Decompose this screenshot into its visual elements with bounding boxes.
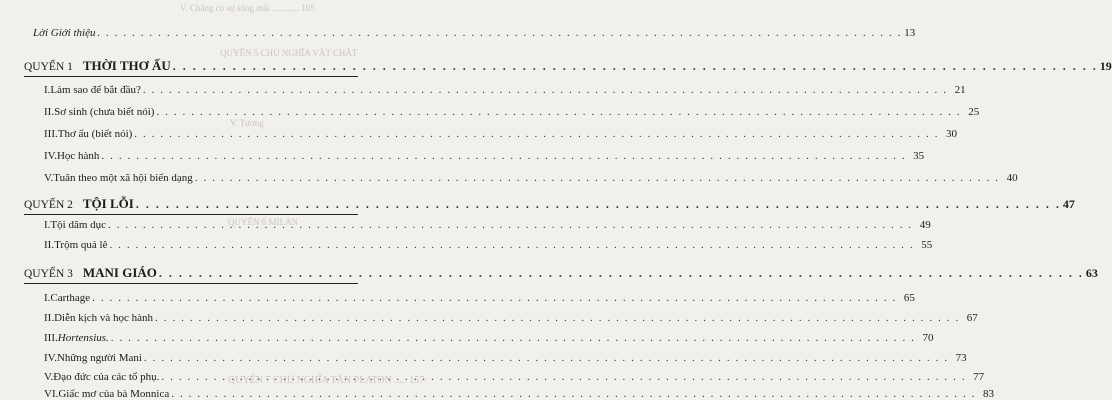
entry-page: 13 [904, 27, 916, 39]
dot-leader [134, 128, 939, 140]
chapter-page: 25 [968, 106, 980, 118]
chapter-title: Tội dâm dục [50, 219, 107, 231]
chapter-page: 40 [1006, 172, 1018, 184]
book-label: QUYỂN 2 [24, 199, 73, 211]
book-page: 19 [1099, 59, 1112, 73]
dot-leader [171, 388, 976, 400]
chapter-title: Hortensius. [57, 332, 109, 344]
chapter-title: Những người Mani [56, 352, 142, 364]
book-page: 47 [1062, 197, 1075, 211]
book-label: QUYỂN 1 [24, 61, 73, 73]
chapter-numeral: V. [44, 371, 54, 383]
book-heading-2 [24, 196, 1075, 212]
chapter-numeral: II. [44, 106, 55, 118]
toc-entry [44, 84, 966, 96]
dot-leader [156, 106, 961, 118]
book-page: 63 [1085, 266, 1098, 280]
book-title: MANI GIÁO [82, 265, 157, 280]
dot-leader [97, 27, 902, 39]
chapter-numeral: II. [44, 239, 55, 251]
toc-entry [44, 388, 994, 400]
chapter-numeral: IV. [44, 352, 57, 364]
chapter-title: Carthage [50, 292, 91, 304]
book-title: TỘI LỖI [82, 196, 134, 211]
book-title: THỜI THƠ ẤU [82, 58, 171, 73]
dot-leader [92, 292, 897, 304]
dot-leader [161, 371, 966, 383]
dot-leader [155, 312, 960, 324]
bleed-through-text: V. Chẳng có sự sống mãi ............ 105 [180, 3, 315, 13]
chapter-numeral: I. [44, 292, 51, 304]
chapter-title: Đạo đức của các tổ phụ. [53, 371, 160, 383]
dot-leader [144, 352, 949, 364]
chapter-title: Tuân theo một xã hội biến dạng [53, 172, 193, 184]
chapter-title: Thơ ấu (biết nói) [57, 128, 133, 140]
dot-leader [101, 150, 906, 162]
toc-entry [44, 239, 933, 251]
chapter-page: 49 [919, 219, 931, 231]
book-label: QUYỂN 3 [24, 268, 73, 280]
chapter-page: 73 [955, 352, 967, 364]
toc-entry [44, 172, 1018, 184]
toc-entry [44, 352, 967, 364]
book-divider-rule [24, 76, 358, 77]
dot-leader [143, 84, 948, 96]
book-heading-3 [24, 265, 1098, 281]
dot-leader [111, 332, 916, 344]
bleed-through-text: QUYỂN 7 CHỦ NGHĨA TÂN PLATON ..... 157 [228, 375, 425, 386]
chapter-numeral: II. [44, 312, 55, 324]
chapter-numeral: VI. [44, 388, 59, 400]
bleed-through-text: QUYỂN 5 CHỦ NGHĨA VẬT CHẤT [220, 48, 358, 58]
toc-entry [44, 128, 958, 140]
chapter-title: Diễn kịch và học hành [54, 312, 154, 324]
chapter-title: Học hành [56, 150, 100, 162]
book-divider-rule [24, 283, 358, 284]
toc-entry [44, 219, 931, 231]
chapter-numeral: III. [44, 332, 58, 344]
chapter-numeral: IV. [44, 150, 57, 162]
chapter-page: 35 [913, 150, 925, 162]
chapter-page: 30 [946, 128, 958, 140]
dot-leader [195, 172, 1000, 184]
book-divider-rule [24, 214, 358, 215]
toc-entry [44, 292, 915, 304]
chapter-page: 67 [966, 312, 978, 324]
chapter-numeral: I. [44, 219, 51, 231]
dot-leader [109, 239, 914, 251]
chapter-numeral: V. [44, 172, 54, 184]
dot-leader [136, 197, 1061, 212]
toc-entry [44, 312, 978, 324]
dot-leader [159, 266, 1084, 281]
chapter-title: Làm sao để bắt đầu? [50, 84, 141, 96]
toc-entry [44, 150, 925, 162]
chapter-title: Trộm quả lê [54, 239, 108, 251]
chapter-page: 65 [903, 292, 915, 304]
chapter-title: Sơ sinh (chưa biết nói) [54, 106, 155, 118]
entry-title: Lời Giới thiệu [33, 27, 96, 39]
chapter-numeral: I. [44, 84, 51, 96]
toc-entry [44, 106, 980, 118]
chapter-page: 55 [921, 239, 933, 251]
dot-leader [108, 219, 913, 231]
chapter-page: 21 [954, 84, 966, 96]
bleed-through-text: QUYỂN 6 MILAN [228, 217, 298, 227]
chapter-page: 77 [973, 371, 985, 383]
dot-leader [173, 59, 1098, 74]
toc-entry-introduction [33, 27, 916, 39]
book-heading-1 [24, 58, 1112, 74]
chapter-page: 70 [922, 332, 934, 344]
bleed-through-text: V. Tương [230, 118, 264, 128]
chapter-numeral: III. [44, 128, 58, 140]
chapter-page: 83 [983, 388, 994, 400]
chapter-title: Giấc mơ của bà Monnica [58, 388, 170, 400]
toc-entry [44, 332, 934, 344]
